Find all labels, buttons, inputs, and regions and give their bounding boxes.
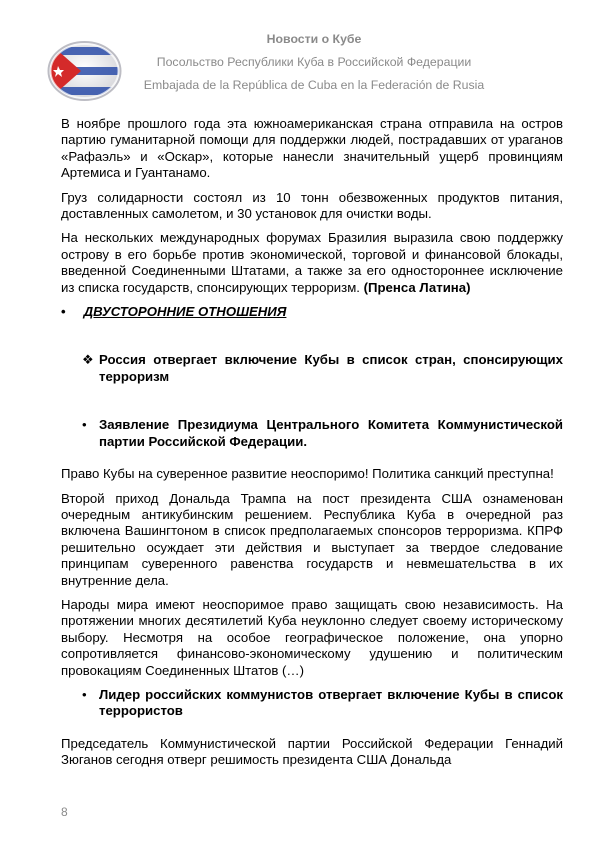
list-item-text: Россия отвергает включение Кубы в список стран, спонсирующих терроризм — [99, 352, 563, 384]
header-title: Новости о Кубе — [266, 32, 362, 46]
paragraph: Второй приход Дональда Трампа на пост президента США ознаменован очередным антикубинским решением. Республика Куба в очередной раз включена Вашингтоном в список предполагаемых спонсоров терроризма. КПРФ решительно осуждает эти действия и выступает за твердое следование принципам суверенного равенства государств и невмешательства в их внутренние дела. — [61, 490, 563, 588]
section-heading — [61, 304, 563, 320]
page-header — [0, 0, 608, 110]
paragraph: Груз солидарности состоял из 10 тонн обезвоженных продуктов питания, доставленных самолетом, и 30 установок для очистки воды. — [61, 189, 563, 222]
list-item — [61, 687, 563, 720]
list-item — [61, 417, 563, 450]
bullet-icon: • — [82, 417, 87, 433]
article-body — [61, 116, 563, 777]
section-title: ДВУСТОРОННИЕ ОТНОШЕНИЯ — [83, 304, 287, 320]
paragraph: В ноябре прошлого года эта южноамериканская страна отправила на остров партию гуманитарной помощи для поддержки людей, пострадавших от ураганов «Рафаэль» и «Оскар», которые нанесли значительный ущерб провинциям Артемиса и Гуантанамо. — [61, 116, 563, 181]
page-number: 8 — [61, 805, 68, 819]
header-embassy-ru: Посольство Республики Куба в Российской Федерации — [156, 55, 472, 69]
diamond-bullet-icon: ❖ — [82, 352, 94, 368]
list-item-text: Заявление Президиума Центрального Комитета Коммунистической партии Российской Федерации. — [99, 417, 563, 449]
paragraph — [61, 230, 563, 296]
bullet-icon: • — [82, 686, 87, 702]
bullet-icon: • — [61, 304, 66, 320]
paragraph: Народы мира имеют неоспоримое право защищать свою независимость. На протяжении многих десятилетий Куба неуклонно следует своему историческому выбору. Несмотря на особое географическое положение, она упорно сопротивляется финансово-экономическому удушению и политическим провокациям Соединенных Штатов (…) — [61, 596, 563, 678]
list-item-text: Лидер российских коммунистов отвергает включение Кубы в список террористов — [99, 686, 563, 719]
source-credit: (Пренса Латина) — [363, 279, 471, 295]
cuba-flag-badge-icon — [47, 41, 122, 101]
paragraph: Председатель Коммунистической партии Российской Федерации Геннадий Зюганов сегодня отверг решимость президента США Дональда — [61, 735, 563, 768]
list-item — [61, 352, 563, 385]
paragraph: Право Кубы на суверенное развитие неоспоримо! Политика санкций преступна! — [61, 466, 554, 482]
paragraph-text: На нескольких международных форумах Бразилия выразила свою поддержку острову в его борьбе против экономической, торговой и финансовой блокады, введенной Соединенными Штатами, а также за его одностороннее исключение из списка государств, спонсирующих терроризм. — [61, 230, 563, 295]
header-embassy-es: Embajada de la República de Cuba en la Federación de Rusia — [143, 78, 485, 92]
